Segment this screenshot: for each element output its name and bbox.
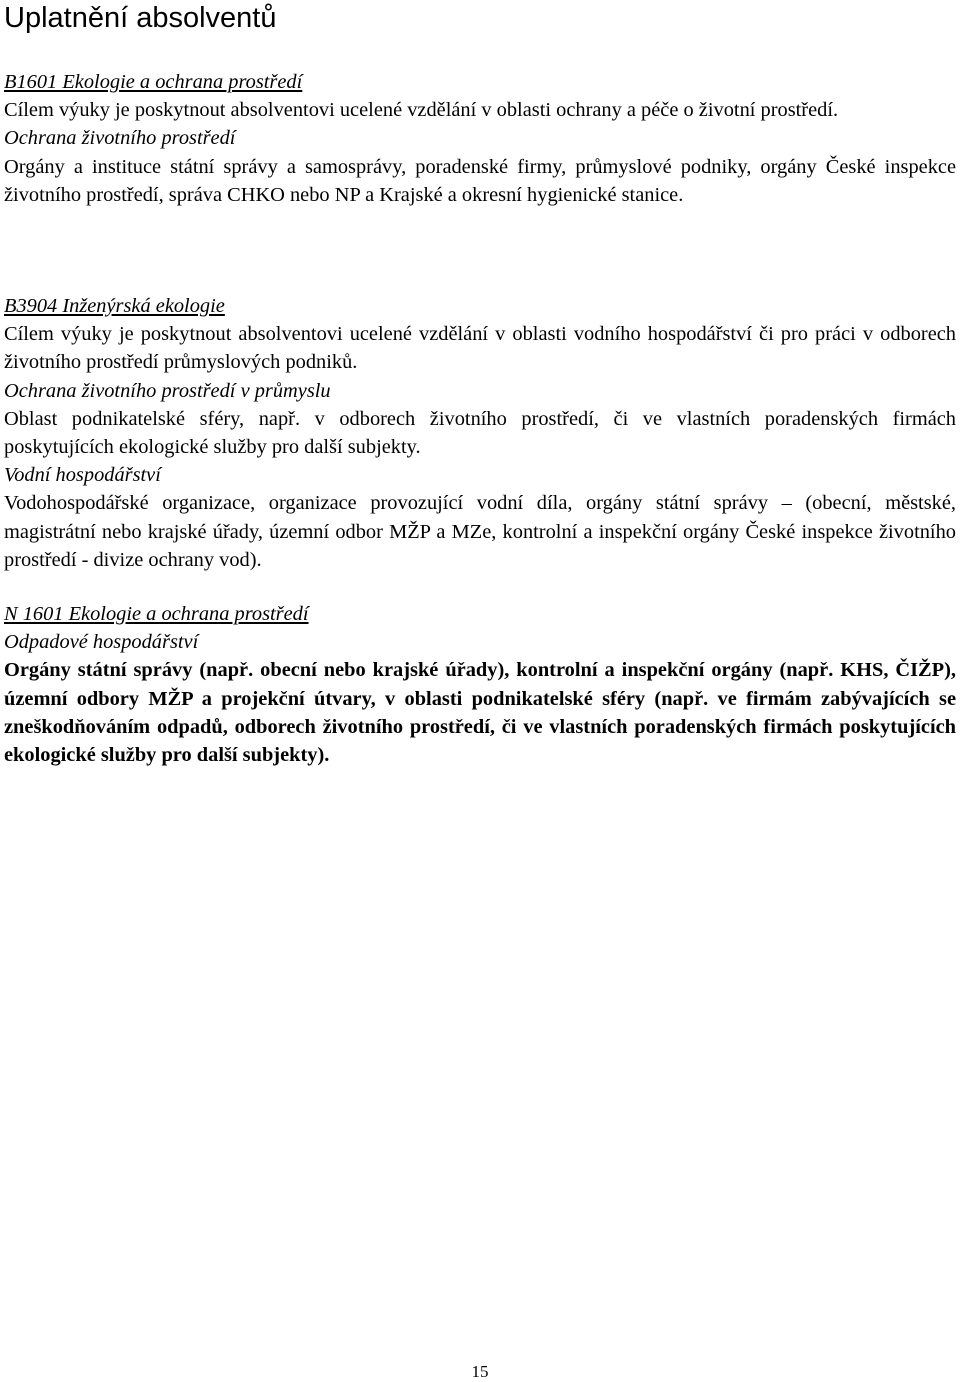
section-intro: Cílem výuky je poskytnout absolventovi ucelené vzdělání v oblasti ochrany a péče o životní prostředí. (4, 99, 839, 122)
subsection-text: Orgány a instituce státní správy a samosprávy, poradenské firmy, průmyslové podniky, orgány České inspekce životního prostředí, správa CHKO nebo NP a Krajské a okresní hygienické stanice. (4, 155, 956, 206)
subsection-text: Vodohospodářské organizace, organizace provozující vodní díla, orgány státní správy – (obecní, městské, magistrátní nebo krajské úřady, územní odbor MŽP a MZe, kontrolní a inspekční orgány České inspekce životního prostředí - divize ochrany vod). (4, 492, 956, 571)
subsection-heading: Vodní hospodářství (4, 464, 161, 487)
section-b3904 (4, 292, 956, 574)
program-heading: B3904 Inženýrská ekologie (4, 295, 225, 317)
program-heading: B1601 Ekologie a ochrana prostředí (4, 71, 303, 93)
section-intro: Cílem výuky je poskytnout absolventovi ucelené vzdělání v oblasti vodního hospodářství či pro práci v odborech životního prostředí průmyslových podniků. (4, 323, 956, 374)
page-title: Uplatnění absolventů (4, 2, 277, 34)
section-b1601 (4, 68, 956, 209)
subsection-heading: Ochrana životního prostředí (4, 127, 236, 150)
subsection-text: Oblast podnikatelské sféry, např. v odborech životního prostředí, či ve vlastních poradenských firmách poskytujících ekologické služby pro další subjekty. (4, 407, 956, 459)
subsection-heading: Odpadové hospodářství (4, 631, 199, 654)
document-page (4, 0, 956, 767)
program-heading: N 1601 Ekologie a ochrana prostředí (4, 603, 309, 625)
subsection-heading: Ochrana životního prostředí v průmyslu (4, 379, 331, 402)
page-number: 15 (471, 1362, 489, 1381)
section-n1601 (4, 600, 956, 769)
subsection-text: Orgány státní správy (např. obecní nebo krajské úřady), kontrolní a inspekční orgány (např. KHS, ČIŽP), územní odbory MŽP a projekční útvary, v oblasti podnikatelské sféry (např. ve firmám zabývajících se zneškodňováním odpadů, odborech životního prostředí, či ve vlastních poradenských firmách poskytujících ekologické služby pro další subjekty). (4, 659, 956, 767)
